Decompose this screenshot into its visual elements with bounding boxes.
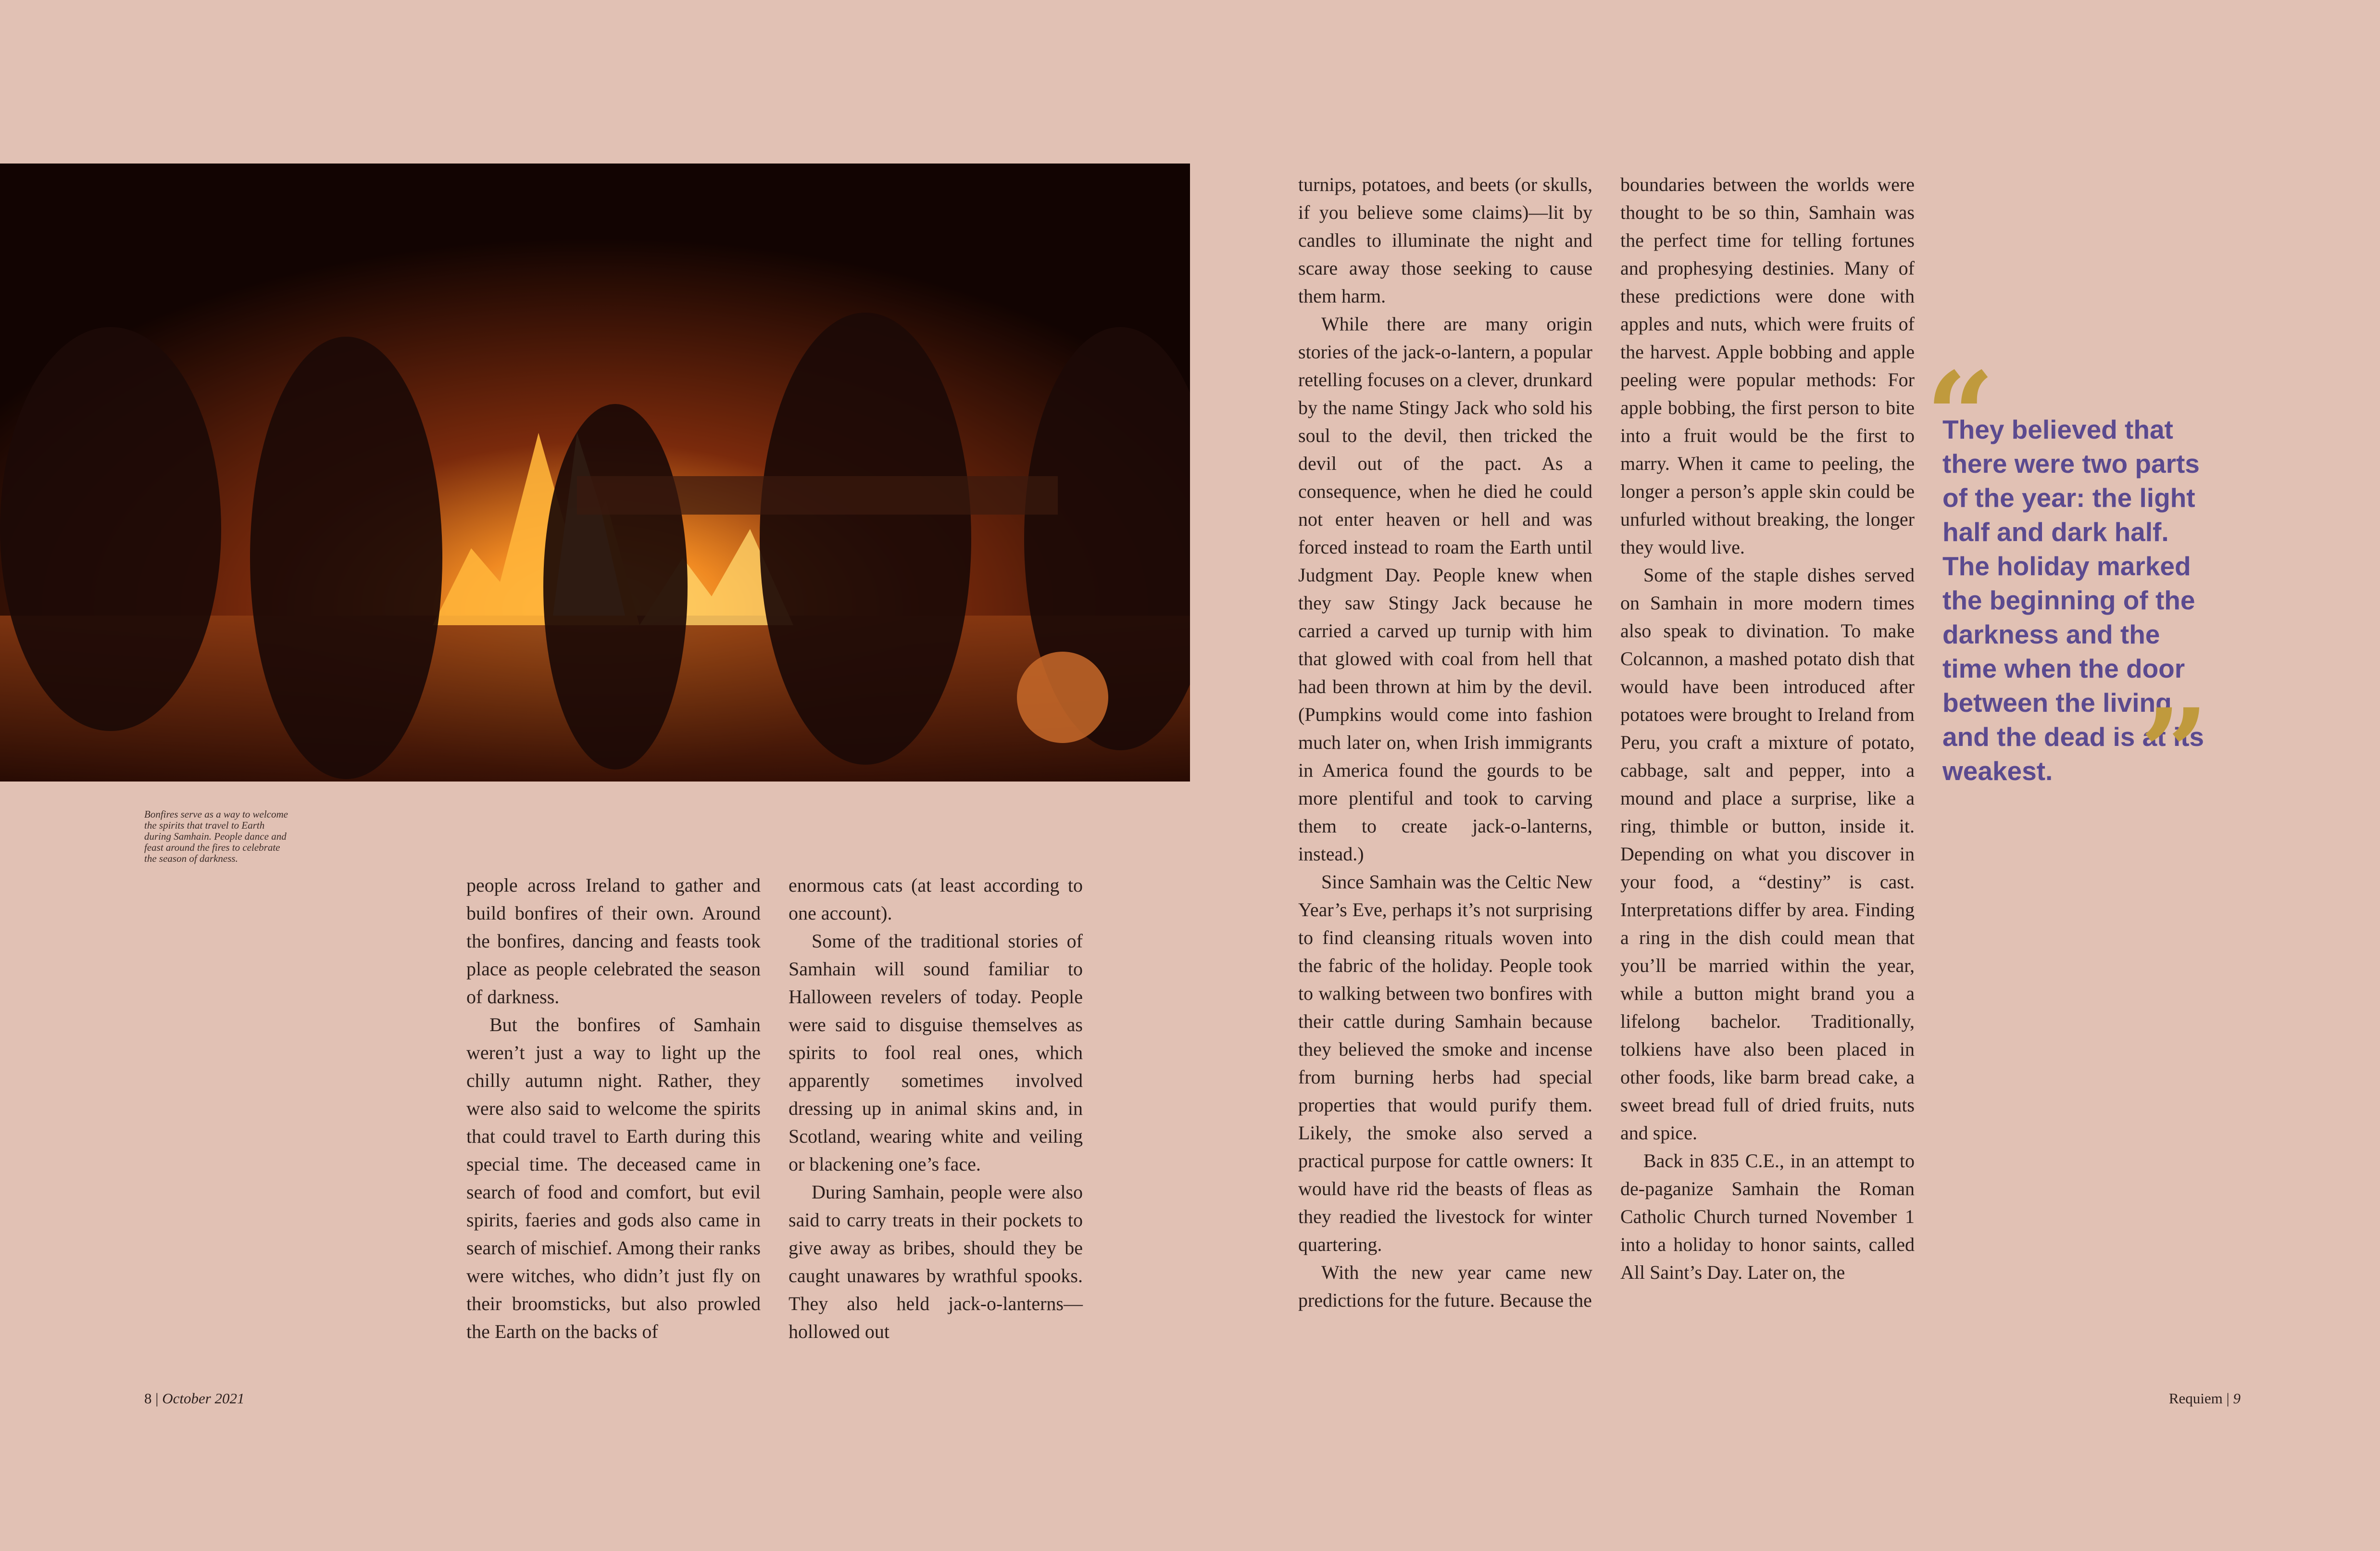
article-paragraph: Back in 835 C.E., in an attempt to de-paganize Samhain the Roman Catholic Church turned November 1 into a holiday to honor saints, called All Saint’s Day. Later on, the: [1620, 1150, 1915, 1283]
bonfire-dance-photo: [0, 164, 1190, 782]
close-quote-icon: ”: [2140, 682, 2209, 823]
pull-quote: They believed that there were two parts of the year: the light half and dark half. The holiday marked the beginning of the darkness and the time when the door between the living and the dead is at its weakest.: [1942, 415, 2205, 786]
article-paragraph: people across Ireland to gather and build bonfires of their own. Around the bonfires, dancing and feasts took place as people celebrated the season of darkness.: [466, 874, 761, 1008]
article-paragraph: While there are many origin stories of the jack-o-lantern, a popular retelling focuses on a clever, drunkard by the name Stingy Jack who sold his soul to the devil, then tricked the devil out of the pact. As a consequence, when he died he could not enter heaven or hell and was forced instead to roam the Earth until Judgment Day. People knew when they saw Stingy Jack because he carried a carved up turnip with him that glowed with coal from hell that had been thrown at him by the devil. (Pumpkins would come into fashion much later on, when Irish immigrants in America found the gourds to be more plentiful and took to carving them to create jack-o-lanterns, instead.): [1298, 313, 1592, 865]
photo-caption: Bonfires serve as a way to welcome the spirits that travel to Earth during Samhain. People dance and feast around the fires to celebrate the season of darkness.: [144, 808, 288, 864]
article-paragraph: With the new year came new predictions for the future. Because the: [1298, 1261, 1592, 1311]
article-paragraph: boundaries between the worlds were thought to be so thin, Samhain was the perfect time for telling fortunes and prophesying destinies. Many of these predictions were done with apples and nuts, which were fruits of the harvest. Apple bobbing and apple peeling were popular methods: For apple bobbing, the first person to bite into a fruit would be the first to marry. When it came to peeling, the longer a person’s apple skin could be unfurled without breaking, the longer they would live.: [1620, 174, 1915, 558]
article-column-4: [1620, 171, 1915, 1286]
article-paragraph: turnips, potatoes, and beets (or skulls, if you believe some claims)—lit by candles to illuminate the night and scare away those seeking to cause them harm.: [1298, 174, 1592, 307]
publication-title: Requiem: [2168, 1390, 2223, 1407]
folio-separator: |: [2226, 1390, 2233, 1407]
article-column-3: [1298, 171, 1592, 1314]
article-paragraph: enormous cats (at least according to one account).: [789, 874, 1083, 924]
right-page-folio: [2169, 1390, 2241, 1407]
article-paragraph: During Samhain, people were also said to carry treats in their pockets to give away as bribes, should they be caught unawares by wrathful spooks. They also held jack-o-lanterns—hollowed out: [789, 1181, 1083, 1342]
article-paragraph: Since Samhain was the Celtic New Year’s Eve, perhaps it’s not surprising to find cleansing rituals woven into the fabric of the holiday. People took to walking between two bonfires with their cattle during Samhain because they believed the smoke and incense from burning herbs had special properties that would purify them. Likely, the smoke also served a practical purpose for cattle owners: It would have rid the beasts of fleas as they readied the livestock for winter quartering.: [1298, 871, 1592, 1255]
article-column-1: [466, 871, 761, 1346]
bonfire-photo: [0, 164, 1190, 782]
article-column-2: [789, 871, 1083, 1346]
folio-separator: |: [155, 1390, 163, 1407]
left-page-folio: [144, 1390, 245, 1407]
page-number: 8: [144, 1390, 152, 1407]
article-paragraph: Some of the traditional stories of Samhain will sound familiar to Halloween revelers of today. People were said to disguise themselves as spirits to fool real ones, which apparently sometimes involved dressing up in animal skins and, in Scotland, wearing white and veiling or blackening one’s face.: [789, 930, 1083, 1175]
issue-date: October 2021: [162, 1390, 245, 1407]
page-number: 9: [2233, 1390, 2241, 1407]
open-quote-icon: “: [1926, 345, 1995, 487]
article-paragraph: Some of the staple dishes served on Samhain in more modern times also speak to divination. To make Colcannon, a mashed potato dish that would have been introduced after potatoes were brought to Ireland from Peru, you craft a mixture of potato, cabbage, salt and pepper, into a mound and place a surprise, like a ring, thimble or button, inside it. Depending on what you discover in your food, a “destiny” is cast. Interpretations differ by area. Finding a ring in the dish could mean that you’ll be married within the year, while a button might brand you a lifelong bachelor. Traditionally, tolkiens have also been placed in other foods, like barm bread cake, a sweet bread full of dried fruits, nuts and spice.: [1620, 564, 1915, 1144]
article-paragraph: But the bonfires of Samhain weren’t just a way to light up the chilly autumn night. Rather, they were also said to welcome the spirits that could travel to Earth during this special time. The deceased came in search of food and comfort, but evil spirits, faeries and gods also came in search of mischief. Among their ranks were witches, who didn’t just fly on their broomsticks, but also prowled the Earth on the backs of: [466, 1014, 761, 1342]
